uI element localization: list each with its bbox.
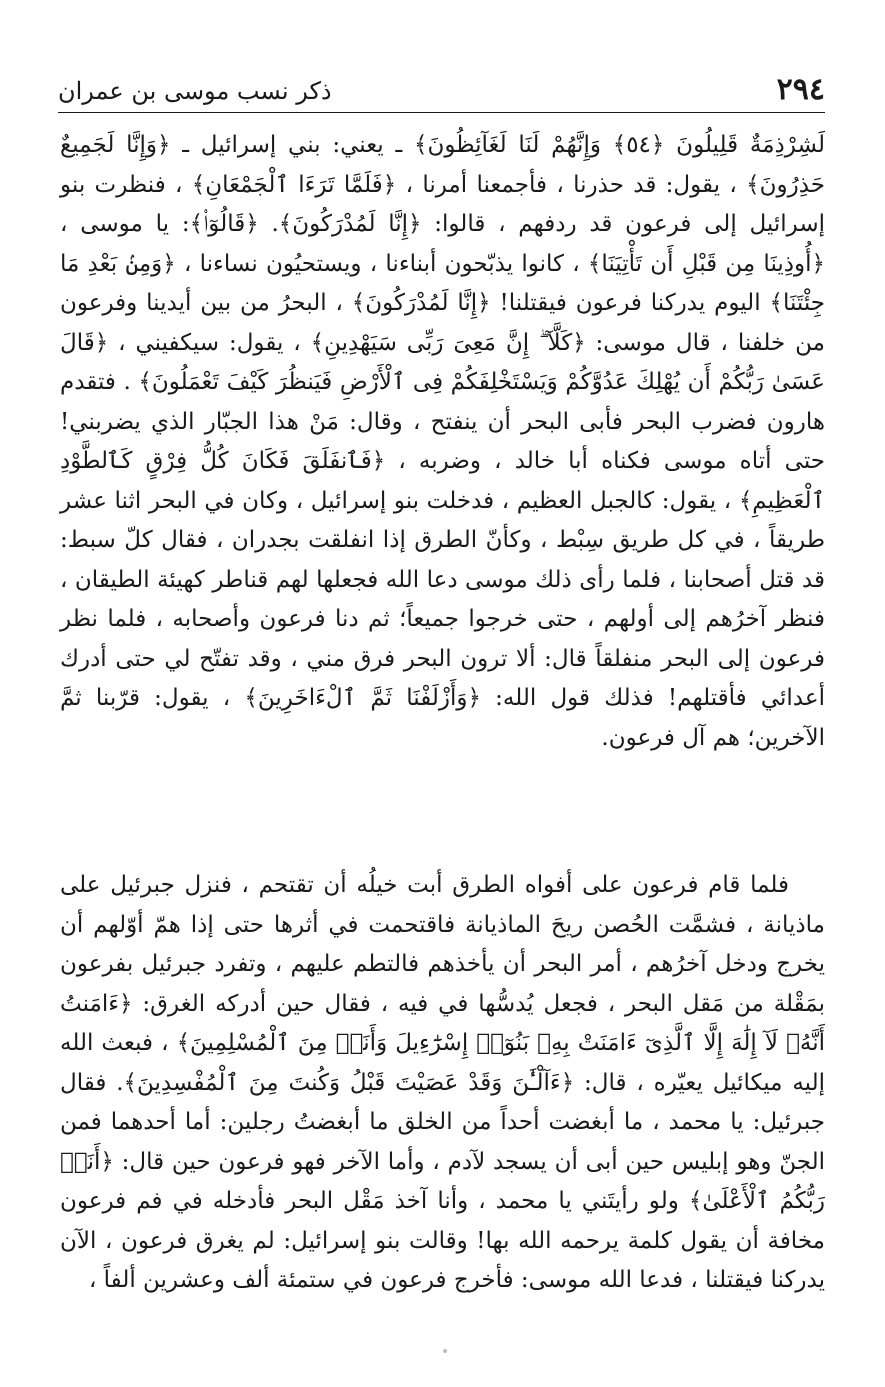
page-number: ٢٩٤	[776, 72, 825, 107]
page-header	[58, 70, 825, 113]
paragraph: فلما قام فرعون على أفواه الطرق أبت خيلُه أن تقتحم ، فنزل جبرئيل على ماذيانة ، فشمَّت الحُصن ريحَ الماذيانة فاقتحمت في أثرها حتى إذا همّ أوّلهم أن يخرج ودخل آخرُهم ، أمر البحر أن يأخذهم فالتطم عليهم ، وتفرد جبرئيل بفرعون بمَقْلة من مَقل البحر ، فجعل يُدسُّها في فيه ، فقال حين أدركه الغرق: ﴿ءَامَنتُ أَنَّهُۥ لَآ إِلَٰهَ إِلَّا ٱلَّذِىٓ ءَامَنَتْ بِهِۦ بَنُوٓا۟ إِسْرَٰٓءِيلَ وَأَنَا۠ مِنَ ٱلْمُسْلِمِينَ﴾ ، فبعث الله إليه ميكائيل يعيّره ، قال: ﴿ءَآلْـَٰٔنَ وَقَدْ عَصَيْتَ قَبْلُ وَكُنتَ مِنَ ٱلْمُفْسِدِينَ﴾. فقال جبرئيل: يا محمد ، ما أبغضت أحداً من الخلق ما أبغضتُ رجلين: أما أحدهما فمن الجنّ وهو إبليس حين أبى أن يسجد لآدم ، وأما الآخر فهو فرعون حين قال: ﴿أَنَا۠ رَبُّكُمُ ٱلْأَعْلَىٰ﴾ ولو رأيتَني يا محمد ، وأنا آخذ مَقْل البحر فأدخله في فم فرعون مخافة أن يقول كلمة يرحمه الله بها! وقالت بنو إسرائيل: لم يغرق فرعون ، الآن يدركنا فيقتلنا ، فدعا الله موسى: فأخرج فرعون في ستمئة ألف وعشرين ألفاً ،	[60, 872, 825, 1293]
paragraph-1-block	[60, 126, 825, 758]
paragraph: لَشِرْذِمَةٌ قَلِيلُونَ ﴿٥٤﴾ وَإِنَّهُمْ لَنَا لَغَآئِظُونَ﴾ ـ يعني: بني إسرائيل ـ ﴿وَإِنَّا لَجَمِيعٌ حَذِرُونَ﴾ ، يقول: قد حذرنا ، فأجمعنا أمرنا ، ﴿فَلَمَّا تَرَءَا ٱلْجَمْعَانِ﴾ ، فنظرت بنو إسرائيل إلى فرعون قد ردفهم ، قالوا: ﴿إِنَّا لَمُدْرَكُونَ﴾. ﴿قَالُوٓا۟﴾: يا موسى ، ﴿أُوذِينَا مِن قَبْلِ أَن تَأْتِيَنَا﴾ ، كانوا يذبّحون أبناءنا ، ويستحيُون نساءنا ، ﴿وَمِنۢ بَعْدِ مَا جِئْتَنَا﴾ اليوم يدركنا فرعون فيقتلنا! ﴿إِنَّا لَمُدْرَكُونَ﴾ ، البحرُ من بين أيدينا وفرعون من خلفنا ، قال موسى: ﴿كَلَّآ ۖ إِنَّ مَعِىَ رَبِّى سَيَهْدِينِ﴾ ، يقول: سيكفيني ، ﴿قَالَ عَسَىٰ رَبُّكُمْ أَن يُهْلِكَ عَدُوَّكُمْ وَيَسْتَخْلِفَكُمْ فِى ٱلْأَرْضِ فَيَنظُرَ كَيْفَ تَعْمَلُونَ﴾ . فتقدم هارون فضرب البحر فأبى البحر أن ينفتح ، وقال: مَنْ هذا الجبّار الذي يضربني! حتى أتاه موسى فكناه أبا خالد ، وضربه ، ﴿فَٱنفَلَقَ فَكَانَ كُلُّ فِرْقٍ كَٱلطَّوْدِ ٱلْعَظِيمِ﴾ ، يقول: كالجبل العظيم ، فدخلت بنو إسرائيل ، وكان في البحر اثنا عشر طريقاً ، في كل طريق سِبْط ، وكأنّ الطرق إذا انفلقت بجدران ، فقال كلّ سبط: قد قتل أصحابنا ، فلما رأى ذلك موسى دعا الله فجعلها لهم قناطر كهيئة الطيقان ، فنظر آخرُهم إلى أولهم ، حتى خرجوا جميعاً؛ ثم دنا فرعون وأصحابه ، فلما نظر فرعون إلى البحر منفلقاً قال: ألا ترون البحر فرق مني ، وقد تفتّح لي حتى أدرك أعدائي فأقتلهم! فذلك قول الله: ﴿وَأَزْلَفْنَا ثَمَّ ٱلْءَاخَرِينَ﴾ ، يقول: قرّبنا ثمَّ الآخرين؛ هم آل فرعون.	[60, 132, 825, 751]
paragraph-2-block	[60, 866, 825, 1301]
running-title: ذكر نسب موسى بن عمران	[58, 77, 332, 105]
footer-dot	[443, 1349, 447, 1353]
